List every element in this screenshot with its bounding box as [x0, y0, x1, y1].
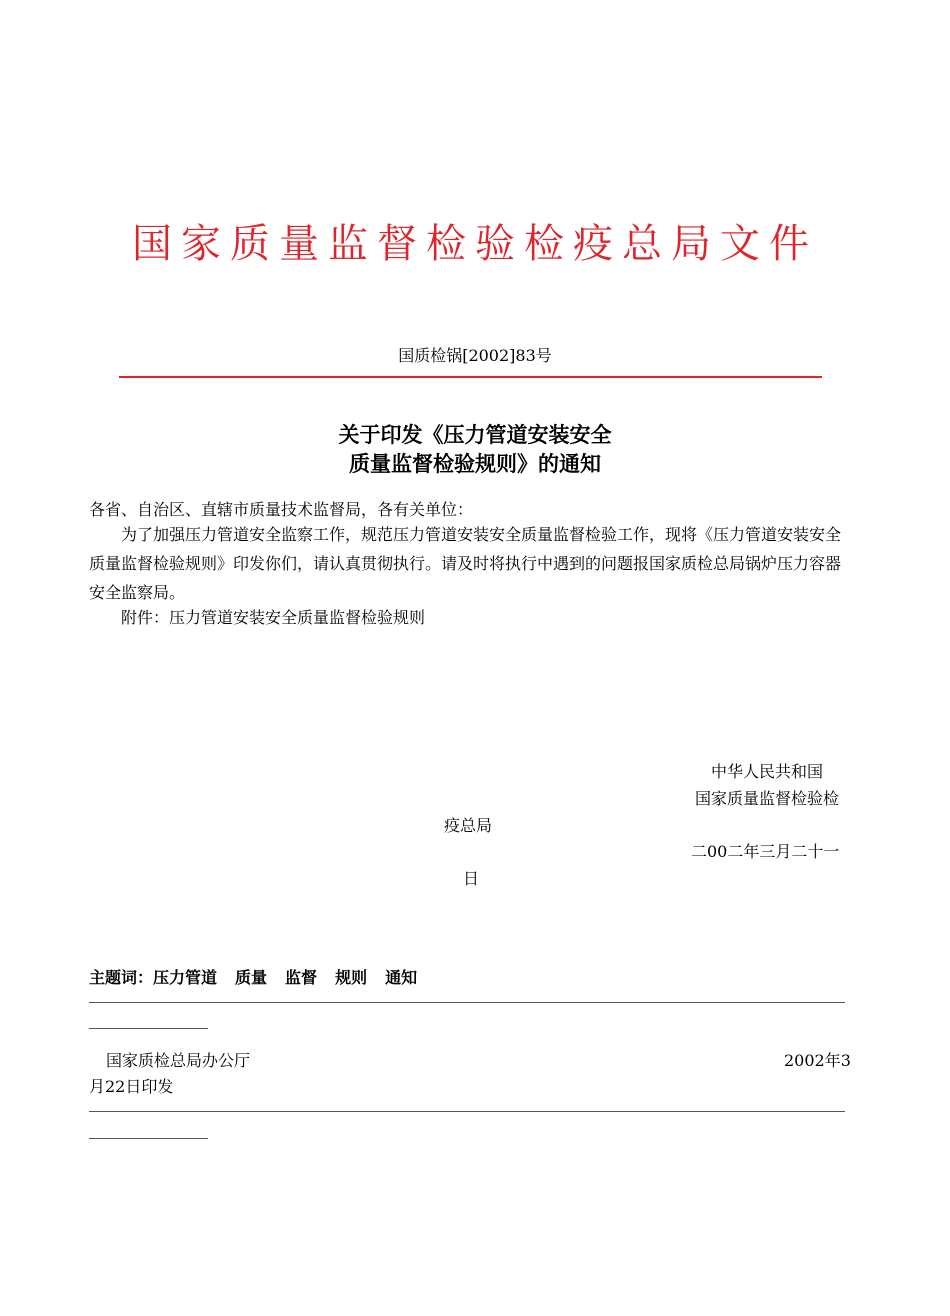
signature-line-3: 疫总局: [444, 816, 493, 835]
notice-title-line-2: 质量监督检验规则》的通知: [349, 452, 601, 476]
issuer: 国家质检总局办公厅: [106, 1051, 251, 1070]
attachment-line: 附件：压力管道安装安全质量监督检验规则: [121, 608, 426, 627]
keyword: 通知: [385, 968, 418, 987]
keyword: 规则: [335, 968, 368, 987]
signature-line-1: 中华人民共和国: [711, 762, 824, 781]
keyword: 监督: [285, 968, 318, 987]
footer-divider-2: [89, 1111, 845, 1112]
subject-label: 主题词：: [89, 968, 154, 987]
issue-date-part-1: 2002年3: [784, 1051, 851, 1070]
footer-divider-1-continuation: [89, 1028, 208, 1029]
red-divider-line: [119, 376, 822, 378]
salutation: 各省、自治区、直辖市质量技术监督局，各有关单位：: [89, 500, 474, 519]
keyword: 压力管道: [153, 968, 218, 987]
footer-divider-1: [89, 1002, 845, 1003]
document-header-title: 国家质量监督检验检疫总局文件: [132, 221, 818, 267]
signature-date-line-1: 二00二年三月二十一: [691, 842, 840, 861]
issue-date-part-2: 月22日印发: [89, 1077, 174, 1096]
body-paragraph: 为了加强压力管道安全监察工作，规范压力管道安装安全质量监督检验工作，现将《压力管道安装安全质量监督检验规则》印发你们，请认真贯彻执行。请及时将执行中遇到的问题报国家质检总局锅炉压力容器安全监察局。: [89, 525, 842, 602]
document-number: 国质检锅[2002]83号: [398, 346, 552, 365]
footer-divider-2-continuation: [89, 1138, 208, 1139]
subject-keywords: [89, 965, 435, 988]
signature-line-2: 国家质量监督检验检: [695, 789, 840, 808]
signature-date-line-2: 日: [463, 869, 480, 888]
notice-title-line-1: 关于印发《压力管道安装安全: [338, 423, 612, 447]
keyword: 质量: [235, 968, 268, 987]
